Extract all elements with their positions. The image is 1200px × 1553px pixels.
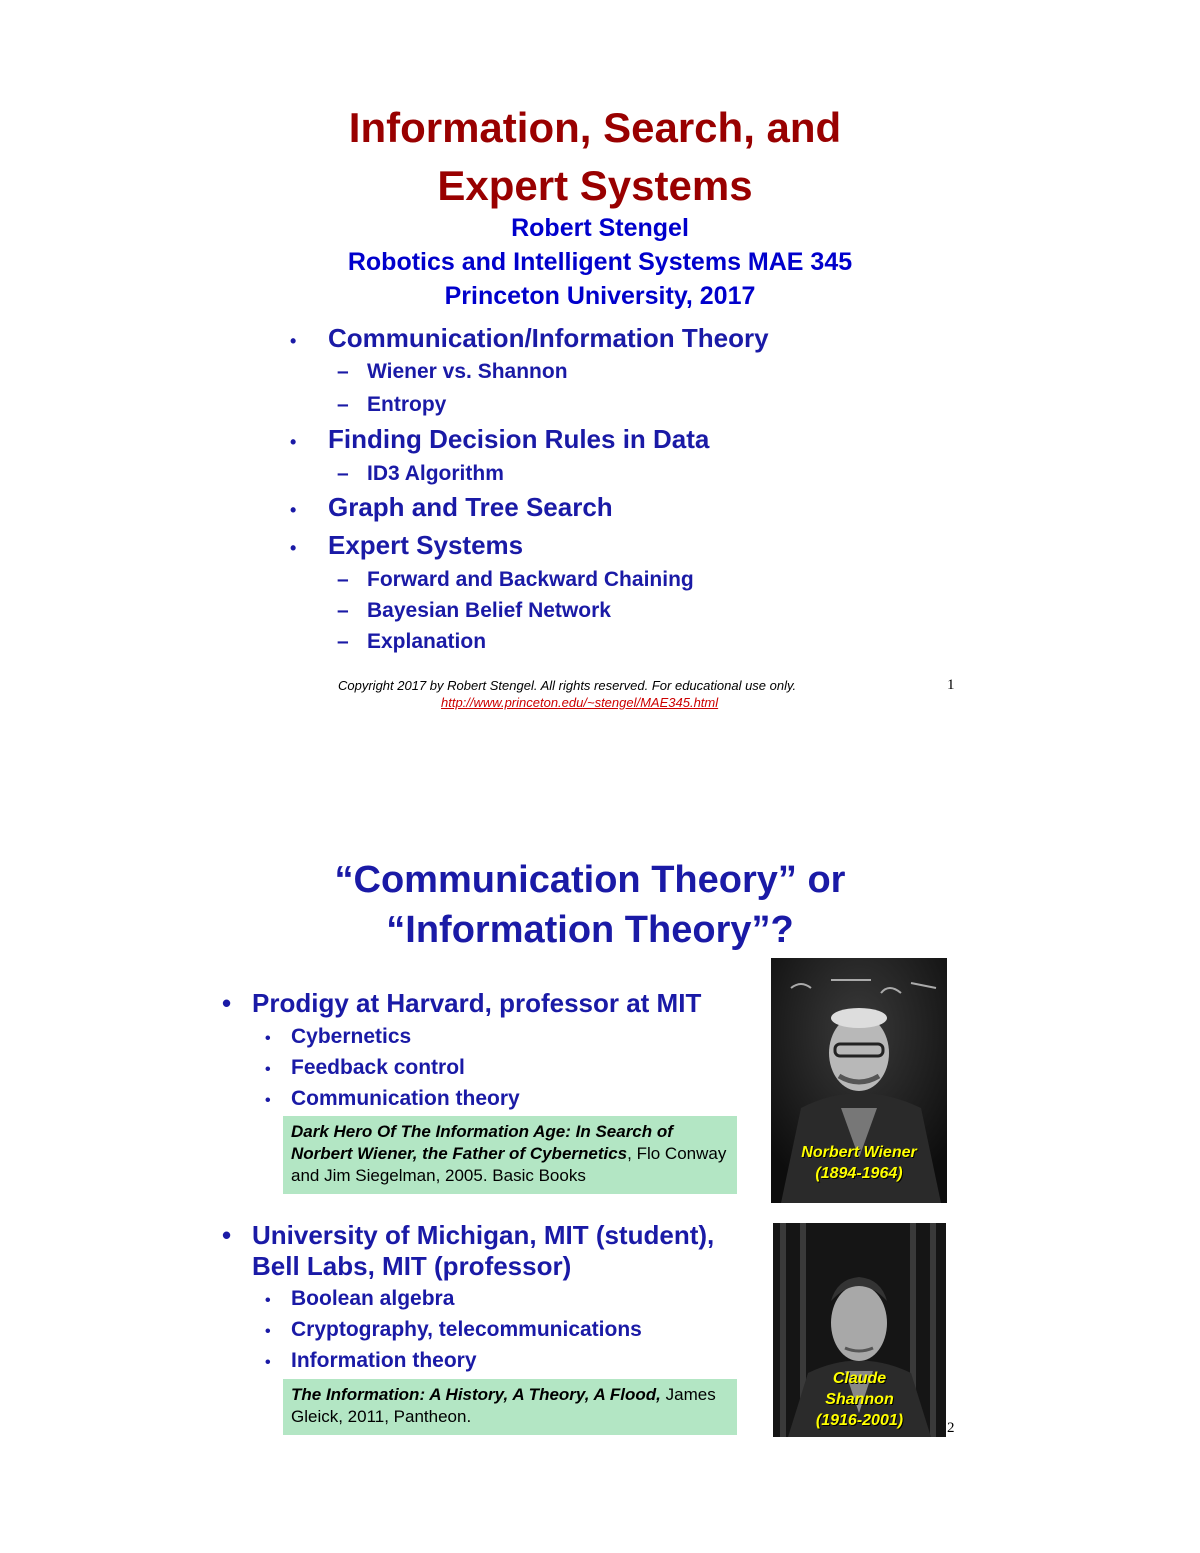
course-name: Robotics and Intelligent Systems MAE 345 (347, 248, 853, 276)
wiener-item: • Cybernetics (265, 1025, 412, 1048)
wiener-photo (771, 958, 947, 1203)
bullet-icon: • (265, 1323, 271, 1340)
shannon-item: • Boolean algebra (265, 1287, 455, 1310)
shannon-caption: Claude Shannon (1916-2001) (815, 1370, 904, 1429)
outline-item: • Expert Systems (290, 530, 524, 560)
book-details: , Flo Conway and Jim Siegelman, 2005. Basic Books (291, 1144, 727, 1185)
wiener-item: • Communication theory (265, 1087, 520, 1110)
wiener-item: • Feedback control (265, 1056, 465, 1079)
shannon-item: • Information theory (265, 1349, 477, 1372)
outline-item: • Finding Decision Rules in Data (290, 424, 710, 454)
outline-subitem: – Explanation (337, 630, 487, 653)
institution: Princeton University, 2017 (444, 282, 756, 310)
bullet-icon: • (265, 1061, 271, 1078)
wiener-caption: Norbert Wiener (1894-1964) (801, 1144, 917, 1182)
bullet-icon: • (290, 538, 297, 558)
page-number: 2 (947, 1420, 955, 1436)
bullet-icon: • (265, 1292, 271, 1309)
shannon-photo (773, 1223, 946, 1437)
outline-item: • Graph and Tree Search (290, 492, 613, 522)
outline-subitem: – Bayesian Belief Network (337, 599, 611, 622)
course-url-link[interactable]: http://www.princeton.edu/~stengel/MAE345.html (441, 695, 719, 710)
shannon-book-reference (283, 1379, 737, 1435)
page-number: 1 (947, 677, 955, 693)
book-details: James Gleick, 2011, Pantheon. (291, 1385, 716, 1426)
bullet-icon: • (265, 1030, 271, 1047)
author-name: Robert Stengel (511, 214, 689, 242)
bullet-icon: • (265, 1354, 271, 1371)
outline-item: • Communication/Information Theory (290, 323, 769, 353)
copyright-notice: Copyright 2017 by Robert Stengel. All rights reserved. For educational use only. (338, 678, 797, 693)
shannon-heading: • University of Michigan, MIT (student), Bell Labs, MIT (professor) (222, 1220, 715, 1281)
wiener-heading: • Prodigy at Harvard, professor at MIT (222, 988, 702, 1018)
outline-subitem: – Forward and Backward Chaining (337, 568, 694, 591)
book-title: The Information: A History, A Theory, A Flood, (291, 1385, 661, 1404)
bullet-icon: • (290, 500, 297, 520)
bullet-icon: • (222, 988, 232, 1018)
outline-subitem: – ID3 Algorithm (337, 462, 504, 485)
outline-subitem: – Entropy (337, 393, 447, 416)
bullet-icon: • (265, 1092, 271, 1109)
slide-title-line-1: “Communication Theory” or (334, 859, 846, 901)
shannon-item: • Cryptography, telecommunications (265, 1318, 642, 1341)
wiener-book-reference (283, 1116, 737, 1194)
slide-title-line-2: “Information Theory”? (386, 909, 794, 951)
bullet-icon: • (222, 1220, 232, 1250)
bullet-icon: • (290, 432, 297, 452)
bullet-icon: • (290, 331, 297, 351)
book-title: Dark Hero Of The Information Age: In Search of Norbert Wiener, the Father of Cybernetics (291, 1122, 673, 1163)
slide-title-line-2: Expert Systems (437, 162, 753, 209)
slide-title-line-1: Information, Search, and (348, 104, 842, 151)
outline-subitem: – Wiener vs. Shannon (337, 360, 568, 383)
